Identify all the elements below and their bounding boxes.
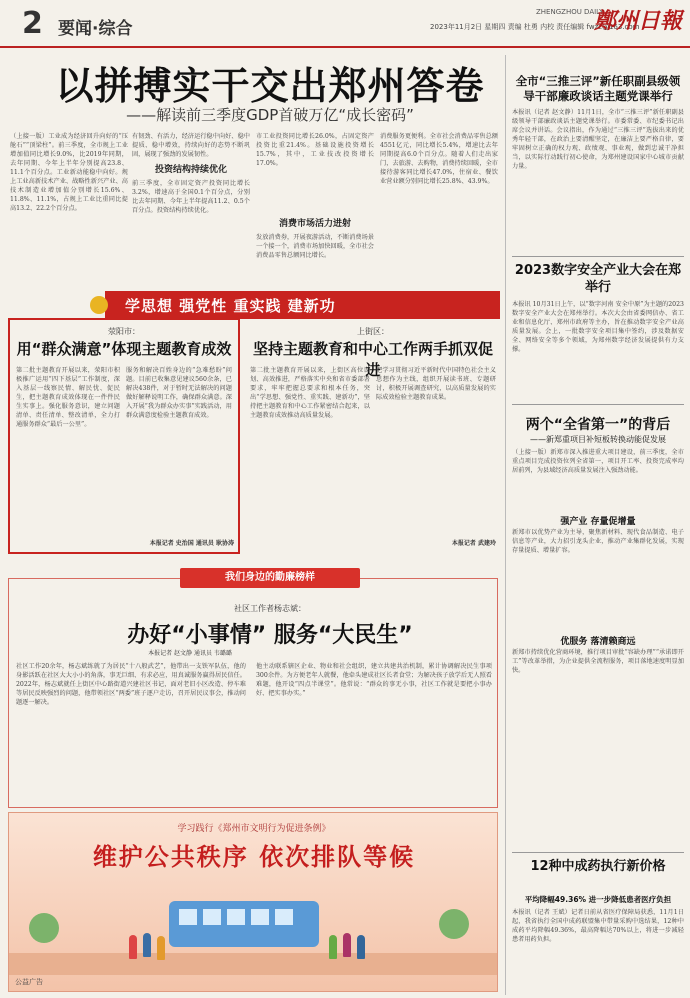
right-headline-1: 全市“三推三评”新任职副县级领导干部廉政谈话主题党课举行 bbox=[515, 74, 681, 103]
person-illustration-icon bbox=[129, 935, 137, 959]
party-emblem-icon bbox=[90, 296, 108, 314]
dateline: 2023年11月2日 星期四 责编 杜勇 内校 责任编辑 fwzz@163.com bbox=[430, 23, 640, 31]
person-illustration-icon bbox=[143, 933, 151, 957]
article2-col-2: 把学习贯彻习近平新时代中国特色社会主义思想作为主线，组织开展读书班、专题研讨，积极开展调查研究，以高质量发展的实际成效检验主题教育成果。 bbox=[376, 367, 496, 401]
article1-byline: 本报记者 史治国 通讯员 耿协涛 bbox=[149, 540, 234, 547]
right-text-3c: 新郑市持续优化营商环境，推行项目审批“容缺办理”“承诺即开工”等改革举措，为企业提供全流程服务，项目落地速度明显加快。 bbox=[512, 649, 684, 674]
main-col-1: （上接一版）工业成为经济回升向好的“压舱石”“顶梁柱”。前三季度，全市规上工业增加值同比增长9.0%，比2019年同期，去年同期、今年上半年分别提高23.8、11.1个百分点。工业新动能稳中向好。规上工业高新技术产业、战略性新兴产业、高技术制造业增加值分别增长15.6%、11.8%、11.1%，占规上工业比重同比提高13.2、22.2个百分点。 bbox=[10, 133, 128, 212]
page-number: 2 bbox=[22, 6, 43, 41]
main-col-2-subhead: 投资结构持续优化 bbox=[154, 165, 227, 175]
right-text-3: （上接一版）新郑市深入推进重大项目建设，前三季度，全市重点项目完成投资位列全省第一，项目开工率、投资完成率均居前列，为县域经济高质量发展注入强劲动能。 bbox=[512, 449, 684, 474]
article1-place: 荥阳市： bbox=[108, 327, 140, 336]
feature-col-1: 社区工作20余年，杨志斌练就了为居民“十八般武艺”，他带出一支铁军队伍，他的身影活跃在社区大大小小的角落，事无巨细、有求必应，用真诚服务赢得居民信任。2022年，杨志斌就任上街区中心路街道兴建社区书记，面对老旧小区改造、停车难等居民反映强烈的问题，他带领社区“两委”班子逐户走访，召开居民议事会，推动问题逐一解决。 bbox=[16, 663, 246, 706]
theme-banner-text: 学思想 强党性 重实践 建新功 bbox=[125, 297, 336, 315]
article1-col-1: 第二批主题教育开展以来，荥阳市积极推广运用“四下基层”工作制度，深入基层一线察民情、解民忧、促民生，把主题教育成效体现在一件件民生实事上。强化服务意识，建立问题清单、责任清单、整改清单，全力打通服务群众“最后一公里”。 bbox=[16, 367, 120, 428]
feature-col-2: 他主动联系辖区企业、物业和社会组织，建立共建共治机制，累计协调解决民生事项300余件。为方便老年人就餐，他牵头建成社区长者食堂；为解决孩子放学后无人照看难题，他开设“四点半课堂”。他常说：“群众的事无小事，社区工作就是要把小事办好、把实事办实。” bbox=[256, 663, 492, 697]
article1-headline: 用“群众满意”体现主题教育成效 bbox=[16, 340, 232, 358]
right-text-4: 本报讯（记者 王斌）记者日前从省医疗保障局获悉，11月1日起，我省执行全国中成药联盟集中带量采购中选结果，12种中成药平均降幅49.36%，最高降幅达70%以上，将进一步减轻患者用药负担。 bbox=[512, 909, 684, 943]
feature-headline: 办好“小事情” 服务“大民生” bbox=[127, 623, 413, 648]
person-illustration-icon bbox=[357, 935, 365, 959]
article2-byline: 本报记者 武建玲 bbox=[451, 540, 496, 547]
bus-illustration-icon bbox=[169, 901, 319, 947]
paper-logo: 鄭州日報 bbox=[594, 8, 683, 34]
main-col-3-subhead: 消费市场活力进射 bbox=[278, 219, 351, 229]
right-subhead-3: ——新郑重项目补短板转换动能促发展 bbox=[530, 435, 666, 444]
feature-place: 社区工作者杨志斌： bbox=[234, 604, 306, 613]
main-col-2-wrap bbox=[132, 132, 250, 287]
ad-ground bbox=[9, 953, 498, 975]
main-col-3-wrap bbox=[256, 132, 374, 287]
article1-col-2: 服务和解决百姓身边的“急难愁盼”问题。目前已收集意见建议560余条，已解决438件，对于暂时无法解决的问题做好解释说明工作，确保群众满意。深入开展“我为群众办实事”实践活动，用群众满意度检验主题教育成效。 bbox=[126, 367, 232, 419]
main-col-2b: 前三季度，全市固定资产投资同比增长3.2%，增速高于全国0.1个百分点，分别比去年同期、今年上半年提高11.2、0.5个百分点。投资结构持续优化。 bbox=[132, 180, 250, 214]
ad-headline: 维护公共秩序 依次排队等候 bbox=[92, 843, 416, 871]
person-illustration-icon bbox=[157, 936, 165, 960]
main-col-3b: 发放消费券，开展夜游活动，不断消费场景一个接一个，消费市场加快回暖，全市社会消费品零售总额同比增长。 bbox=[256, 234, 374, 259]
main-headline: 以拼搏实干交出郑州答卷 bbox=[55, 64, 485, 108]
right-text-1: 本报讯（记者 赵文静）11月1日，全市“三推三评”新任职副县级领导干部廉政谈话主题党课举行。市委常委、市纪委书记出席会议并讲话。会议指出，作为通过“三推三评”选拔出来的优秀年轻干部，在政治上要清醒坚定，在廉洁上要严格自律，要牢固树立正确的权力观、政绩观、事业观，做到忠诚干净担当，以实际行动践行初心使命，为郑州建设国家中心城市贡献力量。 bbox=[512, 109, 684, 170]
masthead bbox=[0, 0, 690, 48]
right-text-3b: 新郑市以优势产业为主导，聚焦新材料、现代食品制造、电子信息等产业，大力招引龙头企业，推动产业集群化发展，实现存量提质、增量扩容。 bbox=[512, 529, 684, 554]
ad-top-line: 学习践行《郑州市文明行为促进条例》 bbox=[177, 824, 331, 834]
person-illustration-icon bbox=[329, 935, 337, 959]
rule bbox=[512, 404, 684, 405]
right-subhead-3a: 强产业 存量促增量 bbox=[560, 517, 636, 527]
article2-headline: 坚持主题教育和中心工作两手抓双促进 bbox=[252, 340, 493, 379]
main-col-4: 消费服务更便利。全市社会消费品零售总额4551亿元，同比增长5.4%，增速比去年同期提高6.0个百分点。随着人们走出家门，去旅游、去购物，消费持续回暖，全市接待游客同比增长47.0%，住宿业、餐饮业营业额分别同比增长25.8%、43.9%。 bbox=[380, 133, 498, 185]
right-text-2: 本报讯 10月31日上午，以“数字河南 安全中原”为主题的2023数字安全产业大会在郑州举行。本次大会由省委网信办、省工业和信息化厅、郑州市政府等主办，旨在推动数字安全产业高质量发展。会上，一批数字安全项目集中签约，涉及数据安全、网络安全等多个领域，为郑州数字经济发展提供有力支撑。 bbox=[512, 301, 684, 353]
column-divider bbox=[505, 55, 506, 995]
right-headline-2: 2023数字安全产业大会在郑举行 bbox=[514, 263, 682, 295]
rule bbox=[512, 256, 684, 257]
main-col-3: 市工业投资同比增长26.0%，占固定资产投资比重21.4%。基础设施投资增长15.7%，其中，工业技改投资增长17.0%。 bbox=[256, 133, 374, 167]
paper-english-name: ZHENGZHOU DAILY bbox=[536, 8, 604, 16]
tree-illustration-icon bbox=[29, 913, 59, 943]
public-ad bbox=[8, 812, 498, 992]
right-headline-4: 12种中成药执行新价格 bbox=[530, 859, 666, 874]
person-illustration-icon bbox=[343, 933, 351, 957]
rule bbox=[512, 852, 684, 853]
ad-footer: 公益广告 bbox=[15, 978, 43, 986]
article2-place: 上街区： bbox=[357, 327, 389, 336]
tree-illustration-icon bbox=[439, 909, 469, 939]
feature-byline: 本报记者 赵文静 通讯员 韦璐璐 bbox=[148, 650, 232, 657]
right-subhead-3b: 优服务 落清赖商远 bbox=[560, 637, 636, 647]
article2-col-1: 第二批主题教育开展以来，上街区高位谋划、高效推进，严格落实中央和省市委部署要求，牢牢把握总要求和根本任务，突出“学思想、强党性、重实践、建新功”，坚持把主题教育和中心工作紧密结合起来，以主题教育成效推动高质量发展。 bbox=[250, 367, 370, 419]
section-title: 要闻·综合 bbox=[58, 19, 133, 39]
right-subhead-4: 平均降幅49.36% 进一步降低患者医疗负担 bbox=[524, 895, 672, 904]
main-col-2: 有韧劲、有活力，经济运行稳中向好、稳中提质、稳中增效，持续向好的态势不断巩固，展现了强劲的发展韧性。 bbox=[132, 133, 250, 158]
main-subhead: ——解读前三季度GDP首破万亿“成长密码” bbox=[126, 106, 414, 124]
theme-banner bbox=[105, 291, 500, 319]
feature-tag: 我们身边的勤廉榜样 bbox=[180, 568, 360, 588]
right-headline-3: 两个“全省第一”的背后 bbox=[525, 417, 671, 433]
